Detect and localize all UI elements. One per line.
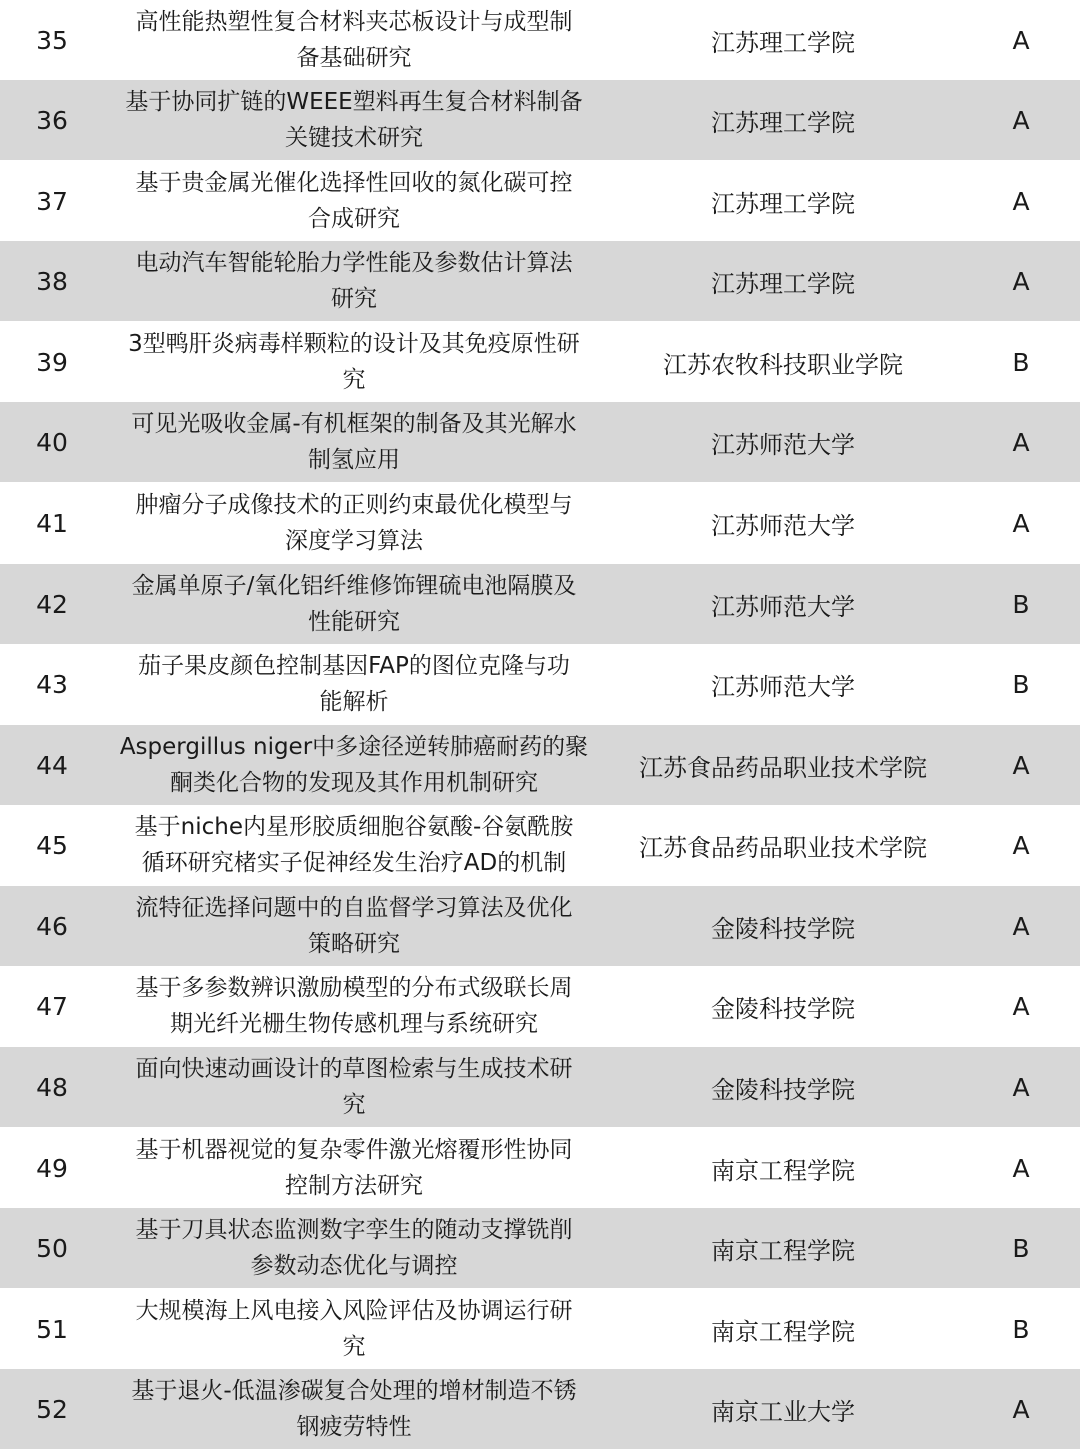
grade: A (1012, 25, 1030, 55)
institution: 江苏师范大学 (711, 511, 855, 540)
project-title-line-1: 基于niche内星形胶质细胞谷氨酸-谷氨酰胺 (134, 814, 574, 840)
project-title (104, 0, 604, 80)
institution: 金陵科技学院 (711, 994, 855, 1023)
project-title-line-2: 研究 (331, 286, 377, 312)
row-number: 47 (36, 991, 68, 1021)
project-title-line-2: 期光纤光栅生物传感机理与系统研究 (170, 1011, 538, 1037)
project-title-line-2: 关键技术研究 (285, 125, 423, 151)
institution: 金陵科技学院 (711, 1075, 855, 1104)
row-number: 44 (36, 750, 68, 780)
institution: 江苏理工学院 (711, 189, 855, 218)
row-number: 52 (36, 1394, 68, 1424)
project-title (104, 644, 604, 724)
project-title-line-1: 基于贵金属光催化选择性回收的氮化碳可控 (135, 170, 573, 196)
project-title-line-2: 究 (342, 1334, 366, 1360)
project-title-line-1: 流特征选择问题中的自监督学习算法及优化 (135, 895, 573, 921)
project-title (104, 402, 604, 482)
institution: 江苏食品药品职业技术学院 (639, 833, 927, 862)
project-title-line-1: Aspergillus niger中多途径逆转肺癌耐药的聚 (119, 734, 589, 760)
project-title (104, 80, 604, 160)
table-row (0, 322, 1080, 402)
grade: A (1012, 1072, 1030, 1102)
grade: A (1012, 830, 1030, 860)
project-title (104, 1289, 604, 1369)
project-title (104, 1128, 604, 1208)
institution: 南京工程学院 (711, 1317, 855, 1346)
grade: A (1012, 266, 1030, 296)
row-number: 35 (36, 25, 68, 55)
row-number: 50 (36, 1233, 68, 1263)
project-title-line-1: 基于退火-低温渗碳复合处理的增材制造不锈 (131, 1378, 577, 1404)
institution: 江苏农牧科技职业学院 (663, 350, 903, 379)
project-title-line-1: 基于协同扩链的WEEE塑料再生复合材料制备 (125, 89, 583, 115)
row-number: 48 (36, 1072, 68, 1102)
table-row (0, 725, 1080, 805)
table-row (0, 161, 1080, 241)
table-row (0, 1369, 1080, 1449)
project-title (104, 805, 604, 885)
project-title-line-2: 钢疲劳特性 (296, 1414, 412, 1440)
institution: 南京工程学院 (711, 1156, 855, 1185)
table-row (0, 644, 1080, 724)
row-number: 39 (36, 347, 68, 377)
project-title-line-1: 电动汽车智能轮胎力学性能及参数估计算法 (135, 250, 573, 276)
project-title (104, 564, 604, 644)
row-number: 43 (36, 669, 68, 699)
project-title-line-1: 大规模海上风电接入风险评估及协调运行研 (135, 1298, 573, 1324)
project-title (104, 161, 604, 241)
project-title-line-2: 深度学习算法 (285, 528, 423, 554)
project-title (104, 483, 604, 563)
project-title-line-1: 茄子果皮颜色控制基因FAP的图位克隆与功 (138, 653, 570, 679)
table-row (0, 0, 1080, 80)
project-title (104, 966, 604, 1046)
row-number: 51 (36, 1314, 68, 1344)
row-number: 46 (36, 911, 68, 941)
row-number: 36 (36, 105, 68, 135)
table-row (0, 80, 1080, 160)
project-title (104, 241, 604, 321)
project-title (104, 1208, 604, 1288)
project-title-line-2: 能解析 (319, 689, 389, 715)
grade: A (1012, 186, 1030, 216)
project-title-line-2: 循环研究楮实子促神经发生治疗AD的机制 (141, 850, 567, 876)
project-title-line-1: 金属单原子/氧化铝纤维修饰锂硫电池隔膜及 (131, 573, 577, 599)
institution: 江苏师范大学 (711, 592, 855, 621)
table-row (0, 805, 1080, 885)
institution: 南京工业大学 (711, 1397, 855, 1426)
row-number: 40 (36, 427, 68, 457)
table-row (0, 402, 1080, 482)
row-number: 42 (36, 589, 68, 619)
row-number: 41 (36, 508, 68, 538)
grade: A (1012, 508, 1030, 538)
table-row (0, 483, 1080, 563)
grade: A (1012, 991, 1030, 1021)
project-title-line-1: 基于多参数辨识激励模型的分布式级联长周 (135, 975, 573, 1001)
project-title (104, 725, 604, 805)
row-number: 38 (36, 266, 68, 296)
institution: 江苏师范大学 (711, 430, 855, 459)
institution: 金陵科技学院 (711, 914, 855, 943)
project-title (104, 1369, 604, 1449)
project-title-line-1: 可见光吸收金属-有机框架的制备及其光解水 (131, 411, 577, 437)
grade: A (1012, 750, 1030, 780)
project-title-line-2: 酮类化合物的发现及其作用机制研究 (170, 770, 538, 796)
table-row (0, 886, 1080, 966)
project-title-line-2: 究 (342, 367, 366, 393)
table-row (0, 966, 1080, 1046)
institution: 江苏食品药品职业技术学院 (639, 753, 927, 782)
grade: A (1012, 1394, 1030, 1424)
project-title-line-2: 合成研究 (308, 206, 400, 232)
institution: 江苏师范大学 (711, 672, 855, 701)
table-row (0, 241, 1080, 321)
grade: A (1012, 427, 1030, 457)
project-title-line-2: 参数动态优化与调控 (250, 1253, 458, 1279)
grade: B (1012, 1314, 1030, 1344)
project-title-line-2: 备基础研究 (296, 45, 412, 71)
project-title-line-1: 3型鸭肝炎病毒样颗粒的设计及其免疫原性研 (128, 331, 580, 357)
grade: B (1012, 347, 1030, 377)
institution: 江苏理工学院 (711, 108, 855, 137)
grade: B (1012, 1233, 1030, 1263)
row-number: 37 (36, 186, 68, 216)
project-title-line-1: 肿瘤分子成像技术的正则约束最优化模型与 (135, 492, 573, 518)
grade: A (1012, 105, 1030, 135)
project-title-line-1: 面向快速动画设计的草图检索与生成技术研 (135, 1056, 573, 1082)
project-title-line-2: 究 (342, 1092, 366, 1118)
table-row (0, 1289, 1080, 1369)
project-title-line-1: 高性能热塑性复合材料夹芯板设计与成型制 (135, 9, 573, 35)
table-row (0, 1128, 1080, 1208)
project-title (104, 886, 604, 966)
project-title-line-2: 制氢应用 (308, 447, 400, 473)
table-row (0, 1047, 1080, 1127)
grade: B (1012, 589, 1030, 619)
institution: 江苏理工学院 (711, 269, 855, 298)
project-title-line-1: 基于机器视觉的复杂零件激光熔覆形性协同 (135, 1137, 573, 1163)
project-title (104, 322, 604, 402)
row-number: 45 (36, 830, 68, 860)
table-row (0, 564, 1080, 644)
institution: 江苏理工学院 (711, 28, 855, 57)
row-number: 49 (36, 1153, 68, 1183)
project-title-line-2: 性能研究 (308, 609, 400, 635)
grade: A (1012, 911, 1030, 941)
project-title (104, 1047, 604, 1127)
institution: 南京工程学院 (711, 1236, 855, 1265)
project-title-line-2: 控制方法研究 (285, 1173, 423, 1199)
table-row (0, 1208, 1080, 1288)
project-title-line-1: 基于刀具状态监测数字孪生的随动支撑铣削 (135, 1217, 573, 1243)
project-title-line-2: 策略研究 (308, 931, 400, 957)
grade: A (1012, 1153, 1030, 1183)
grade: B (1012, 669, 1030, 699)
